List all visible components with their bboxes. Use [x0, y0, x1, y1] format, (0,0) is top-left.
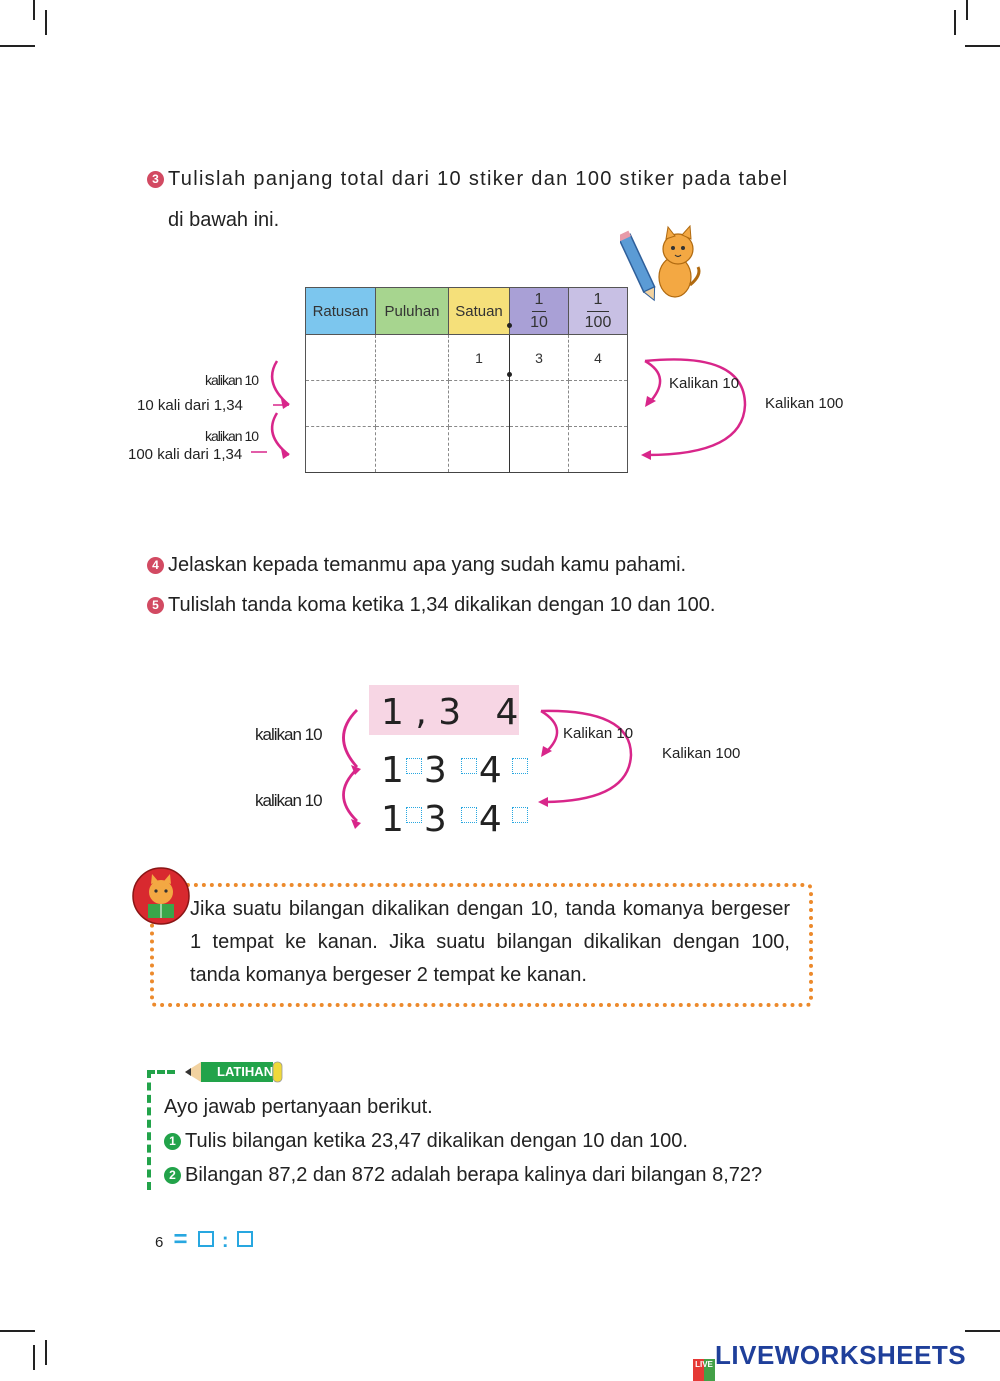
crop-mark: [966, 0, 968, 20]
latihan-text: Bilangan 87,2 dan 872 adalah berapa kalinya dari bilangan 8,72?: [185, 1164, 763, 1186]
decimal-point-dot: [507, 372, 512, 377]
label-kalikan-10: kalikan 10: [205, 428, 259, 444]
table-cell[interactable]: [306, 381, 376, 427]
digit: 1: [381, 799, 404, 840]
table-row: [306, 427, 628, 473]
brand-icon-letters: LIVE: [695, 1360, 713, 1369]
latihan-number: 2: [164, 1167, 181, 1184]
table-row: [306, 381, 628, 427]
crop-mark: [965, 1330, 1000, 1332]
comma-answer-box[interactable]: [406, 758, 422, 774]
latihan-number: 1: [164, 1133, 181, 1150]
crop-mark: [33, 0, 35, 20]
crop-mark: [45, 10, 47, 35]
cat-pencil-illustration: [620, 225, 705, 305]
diagram-label-right-kalikan-100: Kalikan 100: [662, 745, 741, 762]
label-100-kali: 100 kali dari 1,34: [128, 446, 243, 463]
digit: 3: [423, 799, 447, 840]
question-5: [147, 594, 715, 617]
header-puluhan: Puluhan: [376, 288, 449, 335]
colon-icon: :: [221, 1230, 229, 1252]
table-cell[interactable]: [510, 381, 569, 427]
page-number-row: [155, 1226, 253, 1254]
decimal-point-dot: [507, 323, 512, 328]
header-hundredths: [569, 288, 628, 335]
label-right-kalikan-100: Kalikan 100: [765, 395, 844, 412]
liveworksheets-logo[interactable]: [693, 1340, 966, 1370]
comma-row-1: [381, 750, 530, 791]
square-icon: [198, 1231, 214, 1247]
label-right-kalikan-10: Kalikan 10: [669, 375, 740, 392]
question-3: [147, 168, 817, 191]
comma-answer-box[interactable]: [512, 807, 528, 823]
square-icon: [237, 1231, 253, 1247]
comma-answer-box[interactable]: [512, 758, 528, 774]
brand-icon: [693, 1359, 715, 1381]
frac-den: 100: [584, 313, 612, 331]
table-cell[interactable]: [376, 381, 449, 427]
table-cell: [376, 335, 449, 381]
question-text: Jelaskan kepada temanmu apa yang sudah kamu pahami.: [168, 554, 687, 576]
digit: 3: [423, 750, 447, 791]
frac-den: 10: [530, 313, 548, 331]
header-satuan: Satuan: [449, 288, 510, 335]
table-cell[interactable]: [569, 427, 628, 473]
question-number: 3: [147, 171, 164, 188]
table-cell: 4: [569, 335, 628, 381]
crop-mark: [954, 10, 956, 35]
digit: 1: [381, 750, 404, 791]
table-cell: 1: [449, 335, 510, 381]
right-arrows: [635, 355, 765, 465]
question-4: [147, 554, 686, 577]
comma-answer-box[interactable]: [461, 758, 477, 774]
latihan-intro: Ayo jawab pertanyaan berikut.: [164, 1096, 433, 1118]
table-cell[interactable]: [510, 427, 569, 473]
note-text: Jika suatu bilangan dikalikan dengan 10, tanda komanya bergeser 1 tempat ke kanan. Jika suatu bilangan dikalikan dengan 100, tanda komanya bergeser 2 tempat ke kanan.: [190, 898, 790, 986]
crop-mark: [965, 45, 1000, 47]
header-tenths: [510, 288, 569, 335]
latihan-badge: [185, 1060, 285, 1082]
table-cell[interactable]: [306, 427, 376, 473]
header-ratusan: Ratusan: [306, 288, 376, 335]
label-10-kali: 10 kali dari 1,34: [137, 397, 243, 414]
question-text: Tulislah tanda koma ketika 1,34 dikalikan dengan 10 dan 100.: [168, 594, 716, 616]
comma-answer-box[interactable]: [461, 807, 477, 823]
question-number: 5: [147, 597, 164, 614]
question-number: 4: [147, 557, 164, 574]
table-row: [306, 335, 628, 381]
comma-answer-box[interactable]: [406, 807, 422, 823]
label-kalikan-10: kalikan 10: [205, 372, 259, 388]
crop-mark: [0, 1330, 35, 1332]
frac-num: 1: [593, 290, 603, 308]
page-number: 6: [155, 1234, 164, 1251]
diagram-label-kalikan-10: kalikan 10: [255, 791, 322, 810]
top-number: 1 , 3 4: [381, 692, 519, 733]
diagram-right-arrows: [535, 705, 655, 810]
diagram-label-kalikan-10: kalikan 10: [255, 725, 322, 744]
digit: 4: [478, 750, 502, 791]
diagram-left-arrows: [325, 705, 370, 830]
latihan-badge-label: LATIHAN: [217, 1064, 274, 1079]
equals-icon: =: [173, 1226, 188, 1253]
digit: 4: [478, 799, 502, 840]
frac-num: 1: [534, 290, 544, 308]
table-cell[interactable]: [376, 427, 449, 473]
table-cell: [306, 335, 376, 381]
table-cell: 3: [510, 335, 569, 381]
question-text-line1: Tulislah panjang total dari 10 stiker dan 100 stiker pada tabel: [168, 168, 789, 190]
table-cell[interactable]: [569, 381, 628, 427]
comma-row-2: [381, 799, 530, 840]
diagram-label-right-kalikan-10: Kalikan 10: [563, 725, 634, 742]
latihan-text: Tulis bilangan ketika 23,47 dikalikan dengan 10 dan 100.: [185, 1130, 688, 1152]
table-cell[interactable]: [449, 427, 510, 473]
place-value-table: [305, 287, 628, 473]
question-3-line2: di bawah ini.: [168, 209, 280, 231]
latihan-dash-top: [147, 1070, 175, 1074]
latihan-dashed-line: [147, 1070, 151, 1190]
latihan-item-1: [164, 1130, 688, 1153]
crop-mark: [45, 1340, 47, 1365]
brand-name: LIVEWORKSHEETS: [715, 1340, 967, 1370]
latihan-item-2: [164, 1164, 762, 1187]
table-cell[interactable]: [449, 381, 510, 427]
crop-mark: [33, 1345, 35, 1370]
crop-mark: [0, 45, 35, 47]
cat-reading-icon: [131, 866, 191, 926]
left-arrows: [245, 355, 305, 465]
